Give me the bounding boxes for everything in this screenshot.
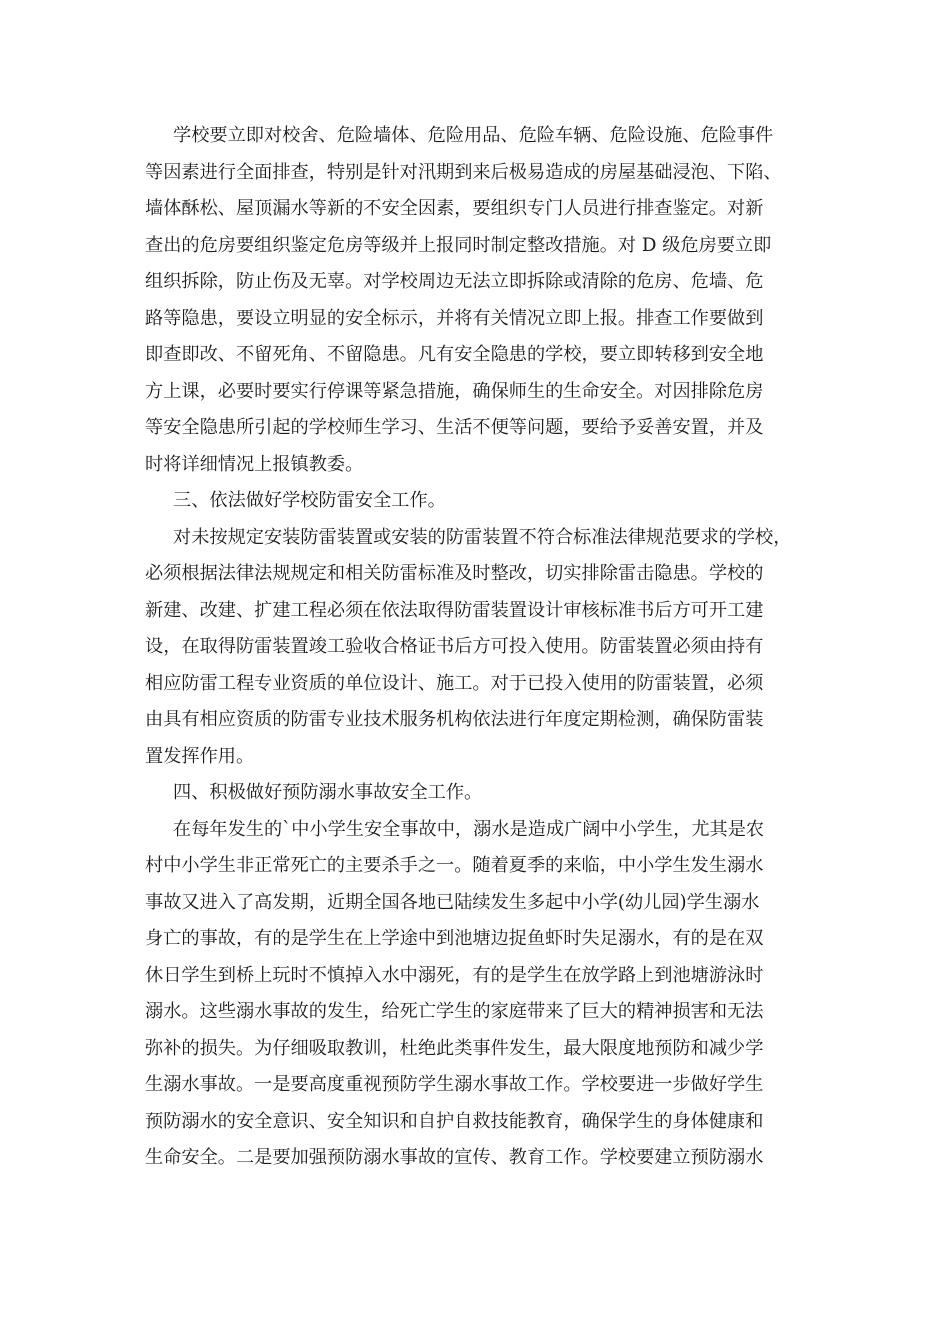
text-line: 查出的危房要组织鉴定危房等级并上报同时制定整改措施。对 D 级危房要立即 xyxy=(145,234,772,256)
text-line: 四、积极做好预防溺水事故安全工作。 xyxy=(173,782,483,803)
text-line: 事故又进入了高发期，近期全国各地已陆续发生多起中小学(幼儿园)学生溺水 xyxy=(145,891,760,913)
text-line: 必须根据法律法规规定和相关防雷标准及时整改，切实排除雷击隐患。学校的 xyxy=(145,563,764,584)
text-line: 由具有相应资质的防雷专业技术服务机构依法进行年度定期检测，确保防雷装 xyxy=(145,709,764,730)
document-body xyxy=(145,118,805,1177)
text-line: 等安全隐患所引起的学校师生学习、生活不便等问题，要给予妥善安置，并及 xyxy=(145,417,764,438)
text-line: 方上课，必要时要实行停课等紧急措施，确保师生的生命安全。对因排除危房 xyxy=(145,380,764,402)
text-line: 弥补的损失。为仔细吸取教训，杜绝此类事件发生，最大限度地预防和减少学 xyxy=(145,1037,764,1059)
text-line: 设，在取得防雷装置竣工验收合格证书后方可投入使用。防雷装置必须由持有 xyxy=(145,636,764,657)
text-line: 时将详细情况上报镇教委。 xyxy=(145,453,364,475)
text-line: 相应防雷工程专业资质的单位设计、施工。对于已投入使用的防雷装置，必须 xyxy=(145,672,764,694)
text-line: 墙体酥松、屋顶漏水等新的不安全因素，要组织专门人员进行排查鉴定。对新 xyxy=(145,198,764,219)
text-line: 在每年发生的`中小学生安全事故中，溺水是造成广阔中小学生，尤其是农 xyxy=(173,818,765,840)
text-line: 生溺水事故。一是要高度重视预防学生溺水事故工作。学校要进一步做好学生 xyxy=(145,1074,764,1095)
text-line: 等因素进行全面排查，特别是针对汛期到来后极易造成的房屋基础浸泡、下陷、 xyxy=(145,161,782,183)
text-line: 休日学生到桥上玩时不慎掉入水中溺死，有的是学生在放学路上到池塘游泳时 xyxy=(145,964,764,986)
text-line: 学校要立即对校舍、危险墙体、危险用品、危险车辆、危险设施、危险事件 xyxy=(173,125,774,146)
text-line: 生命安全。二是要加强预防溺水事故的宣传、教育工作。学校要建立预防溺水 xyxy=(145,1147,764,1168)
text-line: 即查即改、不留死角、不留隐患。凡有安全隐患的学校，要立即转移到安全地 xyxy=(145,344,764,365)
text-line: 村中小学生非正常死亡的主要杀手之一。随着夏季的来临，中小学生发生溺水 xyxy=(145,855,764,876)
text-line: 对未按规定安装防雷装置或安装的防雷装置不符合标准法律规范要求的学校， xyxy=(173,526,792,548)
text-line: 预防溺水的安全意识、安全知识和自护自救技能教育，确保学生的身体健康和 xyxy=(145,1110,764,1132)
text-line: 路等隐患，要设立明显的安全标示，并将有关情况立即上报。排查工作要做到 xyxy=(145,307,764,329)
text-line: 身亡的事故，有的是学生在上学途中到池塘边捉鱼虾时失足溺水，有的是在双 xyxy=(145,928,764,949)
text-line: 三、依法做好学校防雷安全工作。 xyxy=(173,490,446,511)
text-line: 置发挥作用。 xyxy=(145,745,255,767)
text-line: 溺水。这些溺水事故的发生，给死亡学生的家庭带来了巨大的精神损害和无法 xyxy=(145,1001,764,1022)
text-line: 新建、改建、扩建工程必须在依法取得防雷装置设计审核标准书后方可开工建 xyxy=(145,599,764,621)
text-line: 组织拆除，防止伤及无辜。对学校周边无法立即拆除或清除的危房、危墙、危 xyxy=(145,271,764,292)
